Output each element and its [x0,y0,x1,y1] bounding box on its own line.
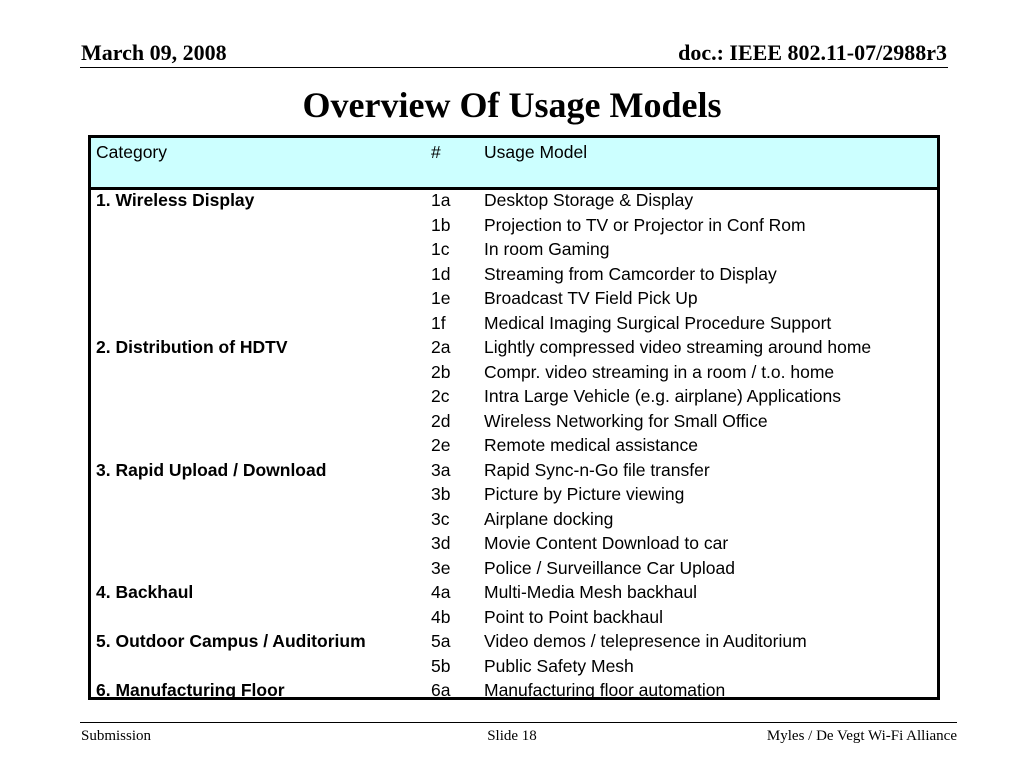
table-row [91,362,937,387]
table-row [91,607,937,632]
row-usage-model: Lightly compressed video streaming around home [484,337,872,357]
row-number: 4b [431,606,451,627]
footer-slide-number: Slide 18 [487,728,537,744]
row-usage-model: Airplane docking [484,508,614,529]
table-row [91,337,937,362]
table-row [91,313,937,338]
row-usage-model: Manufacturing floor automation [484,680,726,700]
row-usage-model: Movie Content Download to car [484,533,729,553]
table-row [91,631,937,656]
row-usage-model: Remote medical assistance [484,435,698,455]
table-row [91,215,937,240]
row-category: 6. Manufacturing Floor [96,680,285,700]
table-row [91,484,937,509]
row-usage-model: Rapid Sync-n-Go file transfer [484,459,710,480]
row-usage-model: Public Safety Mesh [484,655,634,676]
row-usage-model: Projection to TV or Projector in Conf Rom [484,214,806,235]
row-number: 3d [431,533,451,553]
table-row [91,264,937,289]
table-row [91,460,937,485]
row-number: 5a [431,631,451,651]
table-row [91,239,937,264]
table-row [91,190,937,215]
header-divider [80,67,948,68]
row-number: 5b [431,655,451,676]
row-number: 1f [431,312,446,333]
slide-title: Overview Of Usage Models [302,85,722,125]
table-row [91,656,937,681]
table-row [91,411,937,436]
table-row [91,558,937,583]
row-number: 3e [431,557,451,578]
row-number: 4a [431,582,451,602]
table-row [91,435,937,460]
row-number: 2a [431,337,451,357]
row-number: 1a [431,190,451,210]
row-usage-model: Desktop Storage & Display [484,190,694,210]
row-number: 1d [431,263,451,284]
row-category: 4. Backhaul [96,582,194,602]
row-usage-model: Streaming from Camcorder to Display [484,263,777,284]
row-usage-model: Intra Large Vehicle (e.g. airplane) Applications [484,386,842,406]
table-row [91,386,937,411]
table-row [91,582,937,607]
row-category: 1. Wireless Display [96,190,255,210]
row-number: 1b [431,214,451,235]
row-usage-model: Point to Point backhaul [484,606,664,627]
table-row [91,533,937,558]
table-header [91,138,937,190]
table-row [91,509,937,534]
row-category: 5. Outdoor Campus / Auditorium [96,631,366,651]
row-number: 1e [431,288,451,308]
footer-author: Myles / De Vegt Wi-Fi Alliance [766,728,957,744]
column-header-category: Category [96,142,168,162]
row-usage-model: Compr. video streaming in a room / t.o. home [484,361,835,382]
column-header-number: # [431,142,441,162]
row-number: 3b [431,484,451,504]
row-number: 2e [431,435,451,455]
row-usage-model: Multi-Media Mesh backhaul [484,582,698,602]
row-number: 1c [431,239,450,259]
row-category: 3. Rapid Upload / Download [96,459,327,480]
row-number: 3c [431,508,450,529]
row-usage-model: In room Gaming [484,239,610,259]
table-row [91,680,937,705]
table-row [91,288,937,313]
row-usage-model: Police / Surveillance Car Upload [484,557,735,578]
footer-divider [80,722,957,723]
footer-submission: Submission [81,728,152,744]
row-number: 2b [431,361,451,382]
row-usage-model: Broadcast TV Field Pick Up [484,288,698,308]
row-number: 3a [431,459,451,480]
row-usage-model: Wireless Networking for Small Office [484,410,768,431]
header-doc-id: doc.: IEEE 802.11-07/2988r3 [678,40,947,65]
row-number: 2d [431,410,451,431]
row-category: 2. Distribution of HDTV [96,337,288,357]
usage-models-table [88,135,940,700]
header-date: March 09, 2008 [81,40,227,65]
row-number: 6a [431,680,451,700]
row-number: 2c [431,386,450,406]
row-usage-model: Video demos / telepresence in Auditorium [484,631,807,651]
row-usage-model: Picture by Picture viewing [484,484,685,504]
column-header-usage-model: Usage Model [484,142,588,162]
row-usage-model: Medical Imaging Surgical Procedure Support [484,312,832,333]
